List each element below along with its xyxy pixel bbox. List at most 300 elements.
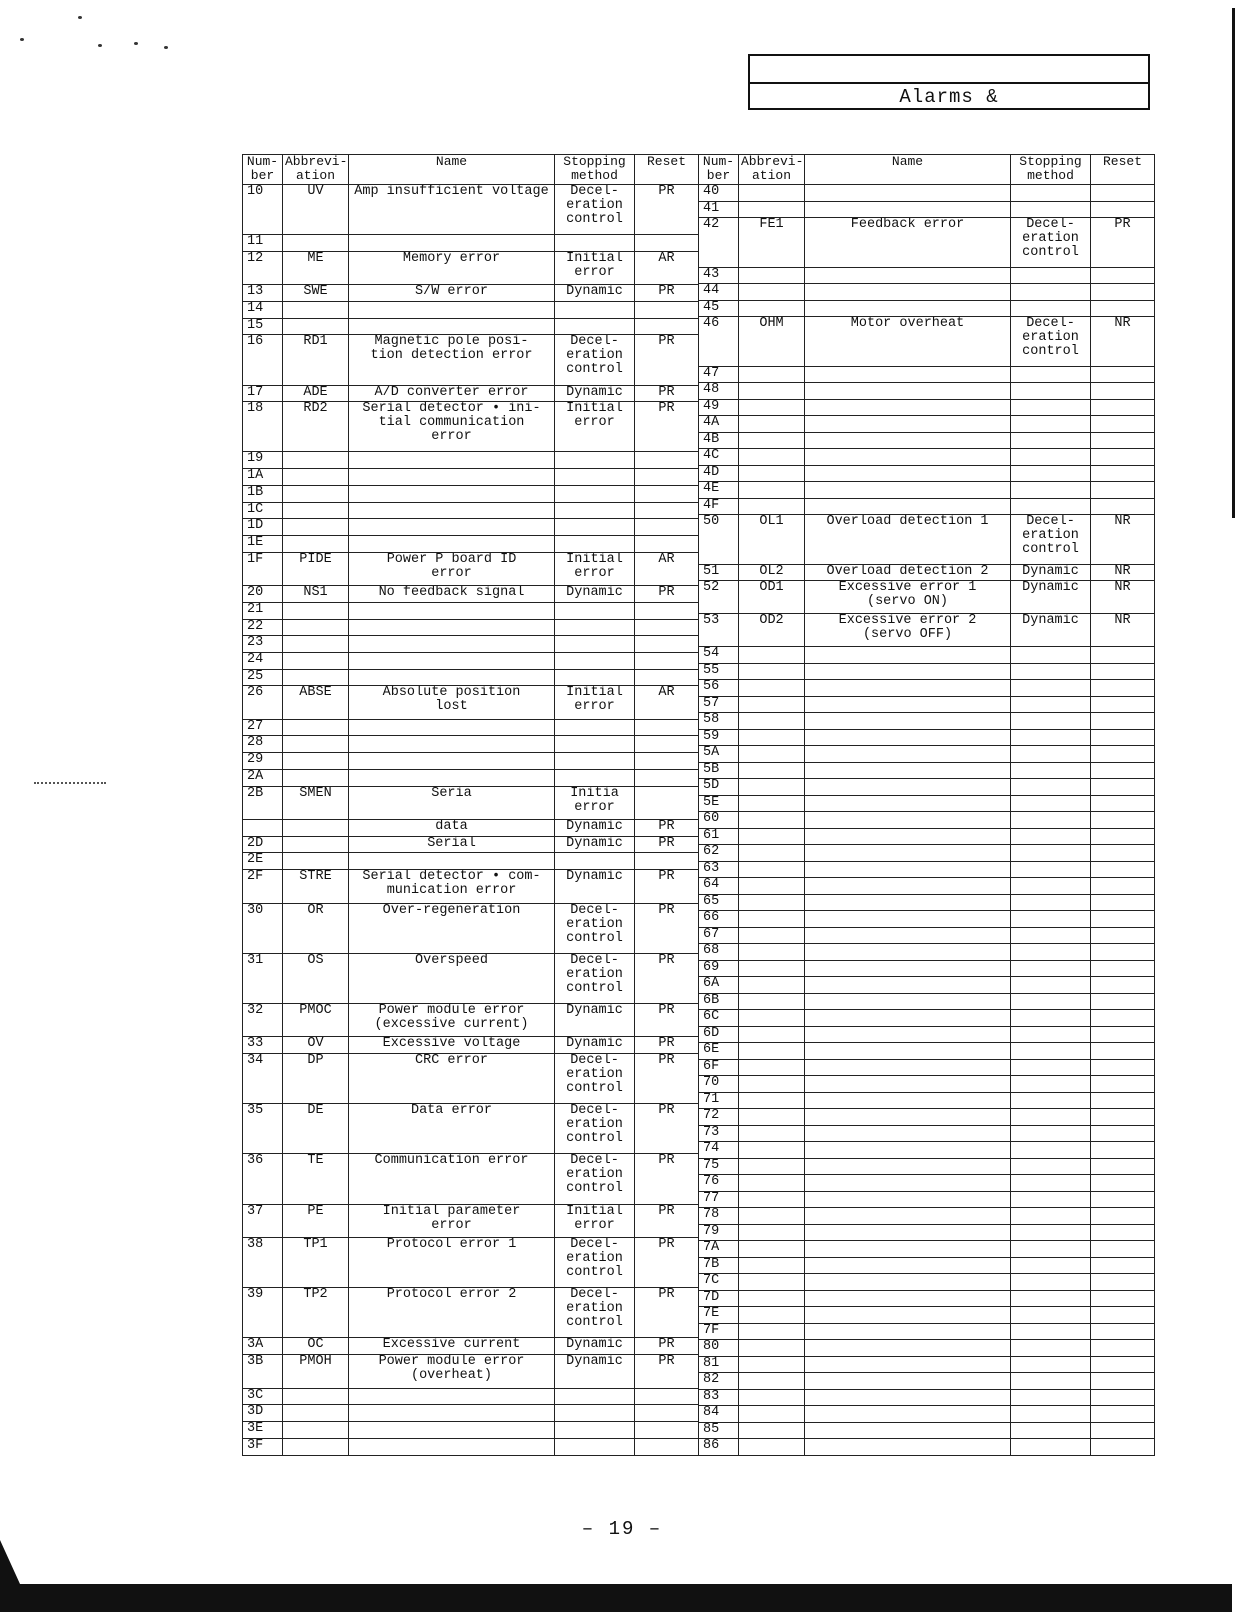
row-name bbox=[805, 1290, 1011, 1307]
row-reset bbox=[1091, 1356, 1155, 1373]
table-row bbox=[699, 300, 1155, 317]
row-stopping-method bbox=[555, 736, 635, 753]
row-stopping-method bbox=[1011, 861, 1091, 878]
row-number: 52 bbox=[699, 581, 739, 614]
row-stopping-method bbox=[1011, 1389, 1091, 1406]
table-row bbox=[699, 1026, 1155, 1043]
row-reset bbox=[1091, 911, 1155, 928]
row-name: CRC error bbox=[349, 1054, 555, 1104]
row-number: 7F bbox=[699, 1323, 739, 1340]
row-name bbox=[805, 1109, 1011, 1126]
row-name bbox=[349, 235, 555, 252]
row-number: 3F bbox=[243, 1438, 283, 1455]
row-abbreviation bbox=[739, 1191, 805, 1208]
row-reset: AR bbox=[635, 251, 699, 284]
row-reset bbox=[1091, 1307, 1155, 1324]
row-name bbox=[349, 535, 555, 552]
row-name: Overspeed bbox=[349, 953, 555, 1003]
row-reset bbox=[1091, 201, 1155, 218]
row-stopping-method bbox=[555, 502, 635, 519]
row-stopping-method bbox=[1011, 465, 1091, 482]
row-abbreviation bbox=[283, 235, 349, 252]
row-reset bbox=[635, 302, 699, 319]
row-reset bbox=[635, 1388, 699, 1405]
row-abbreviation: OL1 bbox=[739, 515, 805, 565]
row-name bbox=[805, 1307, 1011, 1324]
row-number: 10 bbox=[243, 185, 283, 235]
table-row bbox=[699, 614, 1155, 647]
row-abbreviation: RD2 bbox=[283, 402, 349, 452]
row-name: Over-regeneration bbox=[349, 903, 555, 953]
row-abbreviation bbox=[739, 911, 805, 928]
row-name bbox=[805, 663, 1011, 680]
row-name bbox=[805, 993, 1011, 1010]
row-abbreviation bbox=[739, 383, 805, 400]
table-row bbox=[699, 1043, 1155, 1060]
row-stopping-method: Decel- eration control bbox=[555, 1054, 635, 1104]
row-number: 28 bbox=[243, 736, 283, 753]
row-name bbox=[349, 469, 555, 486]
row-stopping-method: Initial error bbox=[555, 1204, 635, 1237]
row-name bbox=[805, 944, 1011, 961]
row-stopping-method bbox=[1011, 1356, 1091, 1373]
row-number: 85 bbox=[699, 1422, 739, 1439]
row-reset: PR bbox=[635, 870, 699, 903]
row-reset: PR bbox=[635, 586, 699, 603]
row-name bbox=[805, 201, 1011, 218]
table-row bbox=[699, 1175, 1155, 1192]
row-number: 3E bbox=[243, 1421, 283, 1438]
row-number: 1B bbox=[243, 485, 283, 502]
row-abbreviation bbox=[739, 185, 805, 202]
row-reset: PR bbox=[635, 385, 699, 402]
row-reset bbox=[635, 619, 699, 636]
row-stopping-method bbox=[555, 769, 635, 786]
row-stopping-method bbox=[555, 636, 635, 653]
row-name bbox=[349, 602, 555, 619]
row-name bbox=[805, 498, 1011, 515]
row-stopping-method bbox=[1011, 201, 1091, 218]
table-row bbox=[243, 669, 699, 686]
row-reset bbox=[1091, 845, 1155, 862]
row-stopping-method: Dynamic bbox=[1011, 581, 1091, 614]
row-reset: NR bbox=[1091, 515, 1155, 565]
table-row bbox=[699, 1142, 1155, 1159]
row-reset bbox=[1091, 366, 1155, 383]
table-row bbox=[699, 1208, 1155, 1225]
row-name bbox=[805, 366, 1011, 383]
row-number: 58 bbox=[699, 713, 739, 730]
row-stopping-method: Dynamic bbox=[555, 836, 635, 853]
row-abbreviation bbox=[283, 769, 349, 786]
row-number: 53 bbox=[699, 614, 739, 647]
row-reset: PR bbox=[635, 1003, 699, 1036]
header-stopping-method: Stopping method bbox=[1011, 155, 1091, 185]
row-stopping-method bbox=[1011, 1175, 1091, 1192]
row-stopping-method bbox=[1011, 267, 1091, 284]
row-abbreviation bbox=[739, 1175, 805, 1192]
row-stopping-method bbox=[1011, 1257, 1091, 1274]
row-stopping-method bbox=[555, 602, 635, 619]
row-number: 44 bbox=[699, 284, 739, 301]
row-abbreviation bbox=[283, 302, 349, 319]
row-abbreviation: PMOH bbox=[283, 1355, 349, 1388]
row-number: 81 bbox=[699, 1356, 739, 1373]
table-row bbox=[243, 903, 699, 953]
row-stopping-method bbox=[1011, 1241, 1091, 1258]
row-stopping-method: Dynamic bbox=[555, 870, 635, 903]
row-stopping-method bbox=[1011, 812, 1091, 829]
header-abbreviation: Abbrevi- ation bbox=[283, 155, 349, 185]
row-number: 18 bbox=[243, 402, 283, 452]
row-stopping-method bbox=[1011, 1439, 1091, 1456]
row-number: 51 bbox=[699, 564, 739, 581]
row-reset bbox=[1091, 1026, 1155, 1043]
row-abbreviation bbox=[283, 502, 349, 519]
row-number: 59 bbox=[699, 729, 739, 746]
row-number: 69 bbox=[699, 960, 739, 977]
table-row bbox=[699, 663, 1155, 680]
row-reset bbox=[1091, 1323, 1155, 1340]
row-number: 3B bbox=[243, 1355, 283, 1388]
row-reset bbox=[1091, 1257, 1155, 1274]
row-number: 7E bbox=[699, 1307, 739, 1324]
header-name: Name bbox=[349, 155, 555, 185]
row-stopping-method bbox=[555, 1438, 635, 1455]
row-stopping-method bbox=[1011, 795, 1091, 812]
row-stopping-method bbox=[1011, 1307, 1091, 1324]
row-reset bbox=[1091, 1158, 1155, 1175]
table-row bbox=[699, 911, 1155, 928]
row-reset bbox=[1091, 300, 1155, 317]
row-number: 33 bbox=[243, 1037, 283, 1054]
row-abbreviation: OV bbox=[283, 1037, 349, 1054]
row-stopping-method: Initial error bbox=[555, 552, 635, 585]
row-abbreviation: RD1 bbox=[283, 335, 349, 385]
row-stopping-method bbox=[555, 669, 635, 686]
row-name bbox=[805, 449, 1011, 466]
row-stopping-method: Dynamic bbox=[1011, 614, 1091, 647]
table-row bbox=[699, 1356, 1155, 1373]
table-row bbox=[699, 960, 1155, 977]
row-number: 6F bbox=[699, 1059, 739, 1076]
table-row bbox=[699, 1323, 1155, 1340]
row-reset bbox=[1091, 465, 1155, 482]
row-number: 1F bbox=[243, 552, 283, 585]
row-name: Absolute position lost bbox=[349, 686, 555, 719]
row-stopping-method: Decel- eration control bbox=[1011, 218, 1091, 268]
row-abbreviation bbox=[739, 1109, 805, 1126]
row-number: 4C bbox=[699, 449, 739, 466]
row-stopping-method: Dynamic bbox=[555, 1355, 635, 1388]
row-reset bbox=[635, 535, 699, 552]
row-number: 48 bbox=[699, 383, 739, 400]
row-number: 38 bbox=[243, 1238, 283, 1288]
header-number: Num- ber bbox=[699, 155, 739, 185]
row-stopping-method: Dynamic bbox=[555, 285, 635, 302]
title-box-top-row bbox=[750, 56, 1148, 84]
row-abbreviation bbox=[283, 652, 349, 669]
row-abbreviation bbox=[739, 432, 805, 449]
row-number: 83 bbox=[699, 1389, 739, 1406]
scan-edge-rule bbox=[1232, 8, 1235, 518]
row-abbreviation bbox=[739, 1158, 805, 1175]
row-abbreviation bbox=[739, 960, 805, 977]
row-number: 50 bbox=[699, 515, 739, 565]
row-abbreviation bbox=[283, 736, 349, 753]
row-reset: PR bbox=[635, 1288, 699, 1338]
table-row bbox=[243, 302, 699, 319]
row-name: Serial detector • com- munication error bbox=[349, 870, 555, 903]
row-name bbox=[805, 911, 1011, 928]
row-number: 5B bbox=[699, 762, 739, 779]
scan-speck bbox=[98, 44, 102, 47]
row-stopping-method bbox=[1011, 878, 1091, 895]
row-reset bbox=[1091, 993, 1155, 1010]
row-number: 5A bbox=[699, 746, 739, 763]
table-row bbox=[699, 1010, 1155, 1027]
row-stopping-method bbox=[1011, 696, 1091, 713]
table-row bbox=[699, 218, 1155, 268]
row-name bbox=[349, 485, 555, 502]
row-reset bbox=[635, 485, 699, 502]
row-name bbox=[805, 680, 1011, 697]
row-stopping-method bbox=[555, 1405, 635, 1422]
table-row bbox=[699, 1257, 1155, 1274]
row-reset bbox=[1091, 1340, 1155, 1357]
row-abbreviation bbox=[739, 977, 805, 994]
scan-speck bbox=[164, 46, 168, 49]
row-reset bbox=[1091, 894, 1155, 911]
row-stopping-method bbox=[1011, 894, 1091, 911]
row-number: 7B bbox=[699, 1257, 739, 1274]
row-stopping-method: Decel- eration control bbox=[555, 1104, 635, 1154]
row-abbreviation: OD2 bbox=[739, 614, 805, 647]
table-row bbox=[699, 845, 1155, 862]
row-name bbox=[805, 927, 1011, 944]
row-name bbox=[805, 828, 1011, 845]
row-name bbox=[805, 878, 1011, 895]
row-number: 46 bbox=[699, 317, 739, 367]
alarm-table-left bbox=[242, 154, 699, 1456]
row-reset bbox=[1091, 399, 1155, 416]
row-name bbox=[349, 736, 555, 753]
table-row bbox=[243, 602, 699, 619]
row-name bbox=[805, 1208, 1011, 1225]
row-number: 79 bbox=[699, 1224, 739, 1241]
table-row bbox=[243, 502, 699, 519]
row-number: 11 bbox=[243, 235, 283, 252]
row-reset: AR bbox=[635, 552, 699, 585]
row-number: 67 bbox=[699, 927, 739, 944]
scan-speck bbox=[20, 38, 24, 41]
table-row bbox=[699, 729, 1155, 746]
table-row bbox=[699, 1224, 1155, 1241]
row-reset: PR bbox=[635, 1238, 699, 1288]
row-abbreviation bbox=[739, 894, 805, 911]
row-stopping-method bbox=[1011, 1142, 1091, 1159]
table-row bbox=[243, 719, 699, 736]
row-reset bbox=[635, 1421, 699, 1438]
table-row bbox=[243, 953, 699, 1003]
row-name: Excessive current bbox=[349, 1338, 555, 1355]
row-reset bbox=[1091, 1439, 1155, 1456]
row-name bbox=[805, 1175, 1011, 1192]
row-stopping-method bbox=[1011, 498, 1091, 515]
table-row bbox=[699, 564, 1155, 581]
row-reset bbox=[1091, 1191, 1155, 1208]
row-stopping-method: Dynamic bbox=[555, 820, 635, 837]
row-abbreviation bbox=[739, 1356, 805, 1373]
row-name bbox=[805, 185, 1011, 202]
row-reset bbox=[1091, 284, 1155, 301]
row-number: 7C bbox=[699, 1274, 739, 1291]
row-stopping-method bbox=[1011, 1109, 1091, 1126]
row-reset bbox=[635, 602, 699, 619]
row-name bbox=[805, 399, 1011, 416]
row-name bbox=[349, 318, 555, 335]
row-number: 5D bbox=[699, 779, 739, 796]
table-row bbox=[699, 1109, 1155, 1126]
row-name: Protocol error 1 bbox=[349, 1238, 555, 1288]
row-name bbox=[349, 302, 555, 319]
row-reset bbox=[1091, 1010, 1155, 1027]
table-row bbox=[243, 1438, 699, 1455]
row-abbreviation bbox=[739, 729, 805, 746]
row-number: 66 bbox=[699, 911, 739, 928]
row-reset bbox=[1091, 713, 1155, 730]
row-stopping-method: Dynamic bbox=[1011, 564, 1091, 581]
table-row bbox=[699, 1406, 1155, 1423]
row-name bbox=[805, 482, 1011, 499]
row-number: 27 bbox=[243, 719, 283, 736]
table-row bbox=[699, 1158, 1155, 1175]
table-row bbox=[243, 251, 699, 284]
row-reset bbox=[635, 469, 699, 486]
row-name: Initial parameter error bbox=[349, 1204, 555, 1237]
row-reset bbox=[1091, 878, 1155, 895]
row-reset: NR bbox=[1091, 317, 1155, 367]
row-reset: AR bbox=[635, 686, 699, 719]
row-number: 82 bbox=[699, 1373, 739, 1390]
row-reset bbox=[635, 452, 699, 469]
alarm-table bbox=[242, 154, 1154, 1456]
row-name bbox=[805, 1043, 1011, 1060]
row-reset: PR bbox=[635, 836, 699, 853]
row-reset bbox=[1091, 861, 1155, 878]
row-abbreviation bbox=[739, 399, 805, 416]
row-abbreviation bbox=[739, 284, 805, 301]
section-title-box bbox=[748, 54, 1150, 110]
row-name bbox=[349, 636, 555, 653]
row-abbreviation: TP1 bbox=[283, 1238, 349, 1288]
row-abbreviation bbox=[739, 1125, 805, 1142]
header-reset: Reset bbox=[1091, 155, 1155, 185]
row-number: 71 bbox=[699, 1092, 739, 1109]
row-stopping-method bbox=[1011, 416, 1091, 433]
table-row bbox=[699, 1340, 1155, 1357]
row-number: 32 bbox=[243, 1003, 283, 1036]
row-reset: PR bbox=[635, 402, 699, 452]
row-number: 37 bbox=[243, 1204, 283, 1237]
row-number bbox=[243, 820, 283, 837]
row-stopping-method bbox=[1011, 1208, 1091, 1225]
table-row bbox=[243, 1355, 699, 1388]
row-reset: PR bbox=[635, 903, 699, 953]
row-number: 73 bbox=[699, 1125, 739, 1142]
row-stopping-method bbox=[1011, 729, 1091, 746]
row-stopping-method bbox=[1011, 300, 1091, 317]
table-row bbox=[699, 713, 1155, 730]
row-number: 1E bbox=[243, 535, 283, 552]
row-name bbox=[805, 300, 1011, 317]
row-abbreviation bbox=[739, 812, 805, 829]
row-name bbox=[349, 502, 555, 519]
row-number: 80 bbox=[699, 1340, 739, 1357]
row-abbreviation bbox=[283, 619, 349, 636]
row-reset bbox=[1091, 960, 1155, 977]
row-number: 31 bbox=[243, 953, 283, 1003]
row-abbreviation bbox=[739, 828, 805, 845]
row-reset bbox=[1091, 812, 1155, 829]
table-row bbox=[699, 1439, 1155, 1456]
table-row bbox=[243, 1288, 699, 1338]
row-number: 1C bbox=[243, 502, 283, 519]
row-stopping-method bbox=[1011, 1092, 1091, 1109]
row-reset bbox=[635, 719, 699, 736]
row-stopping-method bbox=[555, 853, 635, 870]
row-reset bbox=[1091, 1125, 1155, 1142]
row-number: 3D bbox=[243, 1405, 283, 1422]
row-abbreviation: OR bbox=[283, 903, 349, 953]
row-name bbox=[805, 1010, 1011, 1027]
row-stopping-method: Dynamic bbox=[555, 586, 635, 603]
table-row bbox=[243, 318, 699, 335]
table-row bbox=[243, 1238, 699, 1288]
row-number: 6E bbox=[699, 1043, 739, 1060]
table-row bbox=[243, 1338, 699, 1355]
row-reset bbox=[1091, 1142, 1155, 1159]
table-row bbox=[243, 820, 699, 837]
table-row bbox=[699, 449, 1155, 466]
table-row bbox=[243, 1154, 699, 1204]
table-row bbox=[699, 944, 1155, 961]
row-name bbox=[805, 1373, 1011, 1390]
row-name: Excessive error 2 (servo OFF) bbox=[805, 614, 1011, 647]
row-name: Feedback error bbox=[805, 218, 1011, 268]
row-abbreviation bbox=[739, 465, 805, 482]
row-reset bbox=[1091, 828, 1155, 845]
row-name bbox=[805, 845, 1011, 862]
alarm-table-right bbox=[698, 154, 1155, 1456]
row-reset bbox=[1091, 1043, 1155, 1060]
row-number: 3C bbox=[243, 1388, 283, 1405]
row-stopping-method bbox=[555, 452, 635, 469]
row-number: 25 bbox=[243, 669, 283, 686]
row-reset bbox=[635, 1405, 699, 1422]
row-name: Data error bbox=[349, 1104, 555, 1154]
row-name bbox=[349, 853, 555, 870]
row-stopping-method bbox=[1011, 993, 1091, 1010]
table-row bbox=[699, 1241, 1155, 1258]
row-abbreviation bbox=[283, 836, 349, 853]
table-row bbox=[243, 652, 699, 669]
row-number: 12 bbox=[243, 251, 283, 284]
row-stopping-method bbox=[1011, 977, 1091, 994]
scan-speck bbox=[134, 42, 138, 45]
table-row bbox=[699, 795, 1155, 812]
row-number: 65 bbox=[699, 894, 739, 911]
